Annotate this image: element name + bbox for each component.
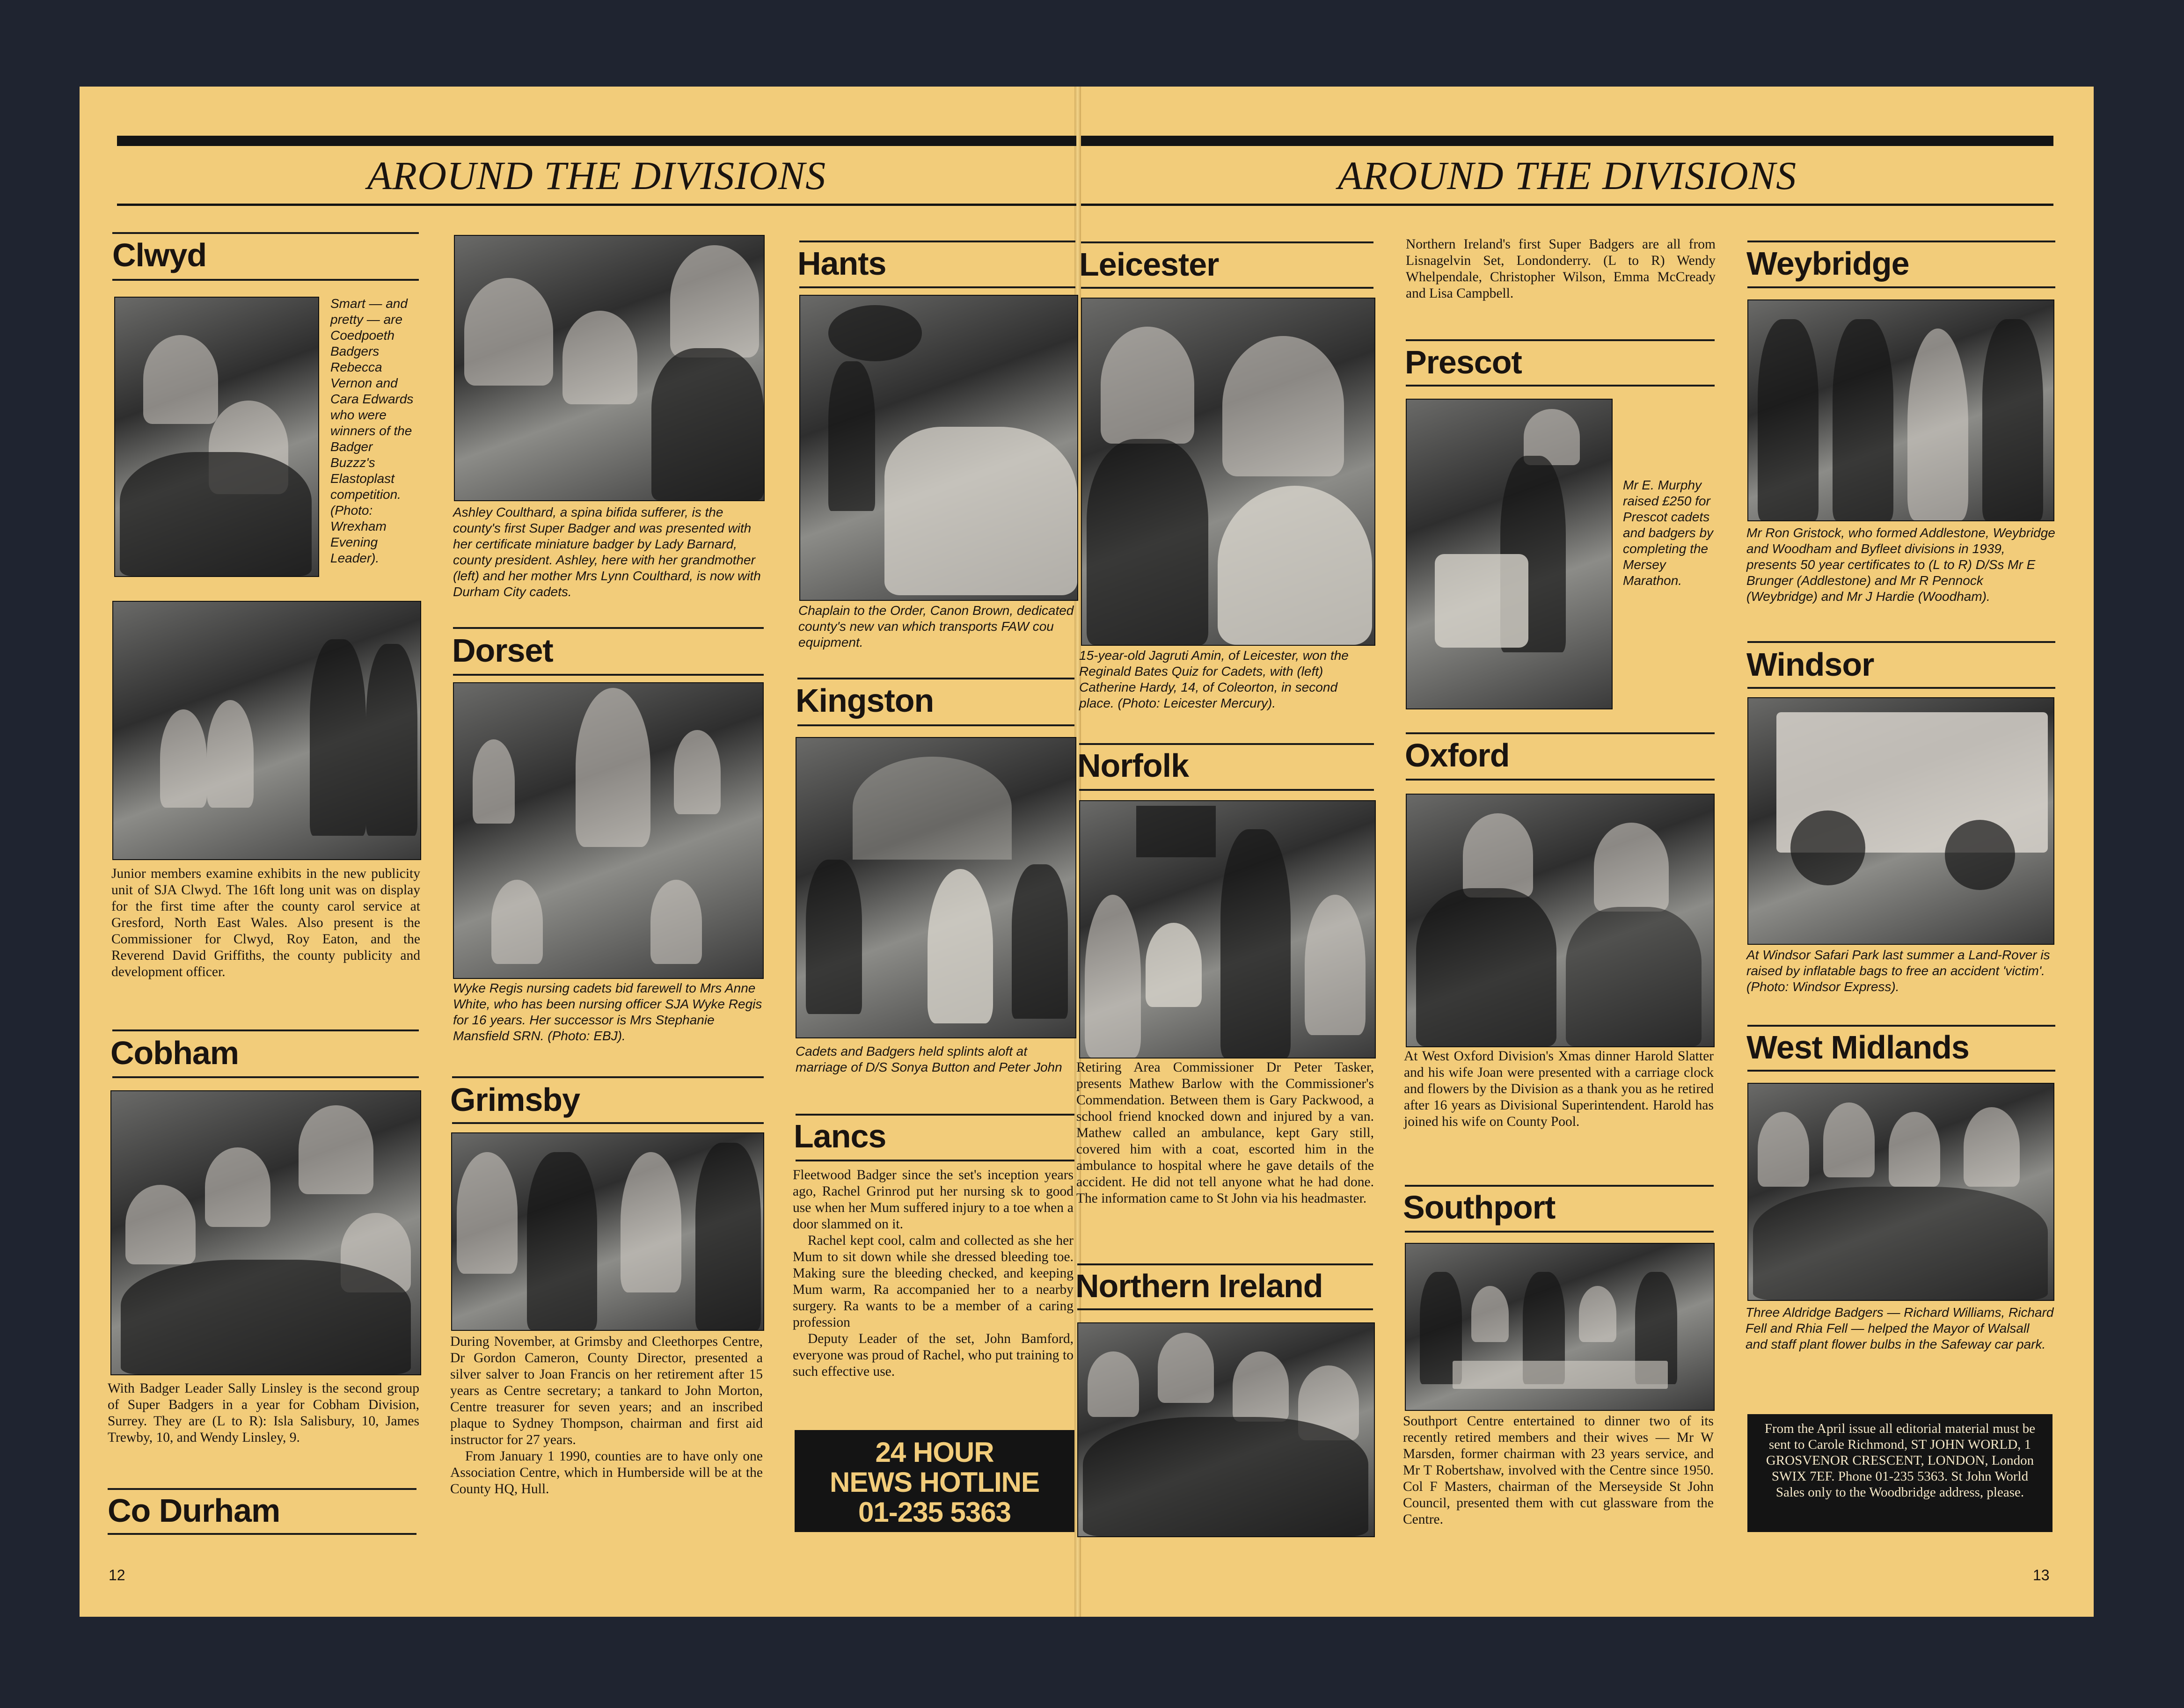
grimsby-paragraph-2: From January 1 1990, counties are to have only one Association Centre, which in Humberside will be at the County HQ, Hull. — [450, 1449, 763, 1496]
section-rule — [452, 1122, 764, 1124]
photo-cobham-super-badgers — [110, 1090, 421, 1375]
section-rule — [1079, 789, 1374, 791]
page-title: AROUND THE DIVISIONS — [1337, 153, 1797, 198]
section-rule — [1406, 779, 1715, 781]
photo-clwyd-publicity-unit — [112, 601, 421, 860]
section-rule — [796, 1114, 1074, 1116]
section-rule — [1747, 641, 2055, 643]
section-rule — [112, 1076, 419, 1078]
section-rule — [112, 279, 419, 281]
section-rule — [453, 627, 764, 629]
text-southport: Southport Centre entertained to dinner two of its recently retired members and their wives — Mr W Marsden, former chairman with 23 years service, and Mr T Robertshaw, involved with the Centre since 1950. Col F Masters, chairman of the Merseyside St John Council, presented them with cut glassware from the Centre. — [1403, 1414, 1714, 1527]
section-rule — [1079, 743, 1374, 745]
heading-lancs: Lancs — [794, 1118, 886, 1154]
heading-dorset: Dorset — [452, 632, 553, 669]
heading-windsor: Windsor — [1746, 646, 1874, 683]
page-number-right: 13 — [2033, 1567, 2050, 1584]
caption-hants: Chaplain to the Order, Canon Brown, dedicated county's new van which transports FAW cou equipment. — [798, 603, 1074, 650]
section-rule — [1077, 1263, 1373, 1265]
caption-prescot: Mr E. Murphy raised £250 for Prescot cadets and badgers by completing the Mersey Marathon. — [1623, 478, 1714, 588]
section-rule — [1747, 286, 2055, 288]
heading-norfolk: Norfolk — [1077, 747, 1189, 784]
section-rule — [799, 241, 1075, 242]
section-rule — [1081, 241, 1373, 243]
page-number-left: 12 — [109, 1567, 125, 1584]
banner-rule-bottom — [1081, 204, 2053, 206]
caption-clwyd-badgers: Smart — and pretty — are Coedpoeth Badgers Rebecca Vernon and Cara Edwards who were winners of the Badger Buzzz's Elastoplast competition. (Photo: Wrexham Evening Leader). — [330, 296, 414, 565]
banner-rule-bottom — [117, 204, 1076, 206]
photo-kingston-wedding — [796, 737, 1076, 1038]
photo-leicester-quiz-winners — [1081, 298, 1375, 646]
lancs-paragraph-1: Fleetwood Badger since the set's inception years ago, Rachel Grinrod put her nursing sk to good use when her Mum suffered injury to a toe when a door slammed on it. — [793, 1168, 1074, 1232]
grimsby-paragraph-1: During November, at Grimsby and Cleethorpes Centre, Dr Gordon Cameron, County Director, presented a silver salver to Joan Francis on her retirement after 15 years as Centre secretary; a tankard to John Morton, Centre treasurer for seven years; and an inscribed plaque to Sydney Thompson, chairman and first aid instructor for 27 years. — [450, 1334, 763, 1447]
section-rule — [1406, 385, 1715, 387]
caption-dorset: Wyke Regis nursing cadets bid farewell to Mrs Anne White, who has been nursing officer SJA Wyke Regis for 16 years. Her successor is Mrs Stephanie Mansfield SRN. (Photo: EBJ). — [453, 981, 762, 1043]
photo-northern-ireland-super-badgers — [1077, 1322, 1375, 1537]
photo-grimsby-presentation — [451, 1132, 764, 1331]
photo-co-durham-ashley — [454, 235, 765, 501]
section-rule — [112, 1029, 419, 1031]
heading-prescot: Prescot — [1405, 344, 1522, 380]
heading-co-durham: Co Durham — [108, 1492, 280, 1529]
section-rule — [797, 678, 1074, 679]
photo-oxford-dinner — [1406, 794, 1715, 1047]
hotline-line-2: NEWS HOTLINE — [830, 1467, 1039, 1498]
caption-west-midlands: Three Aldridge Badgers — Richard Williams, Richard Fell and Rhia Fell — helped the Mayor of Walsall and staff plant flower bulbs in the Safeway car park. — [1746, 1305, 2054, 1351]
photo-hants-van — [799, 295, 1078, 601]
text-norfolk: Retiring Area Commissioner Dr Peter Tasker, presents Mathew Barlow with the Commissioner's Commendation. Between them is Gary Packwood, a school friend knocked down and injured by a van. Mathew called an ambulance, kept Gary still, covered him with a coat, escorted him in the ambulance to hospital where he gave details of the accident. He did not tell anyone what he had done. The information came to St John via his headmaster. — [1076, 1060, 1374, 1206]
section-rule — [1081, 287, 1373, 289]
section-rule — [453, 674, 764, 676]
photo-southport-dinner — [1405, 1243, 1715, 1411]
heading-northern-ireland: Northern Ireland — [1075, 1268, 1323, 1304]
text-clwyd-publicity-unit: Junior members examine exhibits in the new publicity unit of SJA Clwyd. The 16ft long unit was on display for the first time after the county carol service at Gresford, North East Wales. Also present is the Commissioner for Clwyd, Roy Eaton, and the Reverend David Griffiths, the county publicity and development officer. — [111, 866, 420, 979]
heading-kingston: Kingston — [796, 682, 934, 719]
lancs-paragraph-3: Deputy Leader of the set, John Bamford, everyone was proud of Rachel, who put training to such effective use. — [793, 1331, 1074, 1379]
heading-cobham: Cobham — [110, 1035, 239, 1071]
heading-weybridge: Weybridge — [1746, 245, 1909, 282]
section-rule — [1405, 1231, 1714, 1233]
text-cobham: With Badger Leader Sally Linsley is the second group of Super Badgers in a year for Cobham Division, Surrey. They are (L to R): Isla Salisbury, 10, James Trewby, 10, and Wendy Linsley, 9. — [108, 1381, 419, 1445]
editorial-notice-box: From the April issue all editorial material must be sent to Carole Richmond, ST JOHN WORLD, 1 GROSVENOR CRESCENT, LONDON, London SWIX 7EF. Phone 01-235 5363. St John World Sales only to the Woodbridge address, please. — [1747, 1414, 2053, 1532]
photo-clwyd-badgers — [114, 297, 319, 577]
section-rule — [1406, 339, 1715, 341]
heading-grimsby: Grimsby — [450, 1081, 580, 1118]
section-rule — [108, 1488, 416, 1490]
hotline-line-1: 24 HOUR — [875, 1437, 994, 1468]
caption-windsor: At Windsor Safari Park last summer a Land-Rover is raised by inflatable bags to free an accident 'victim'. (Photo: Windsor Express). — [1746, 948, 2050, 994]
text-lancs — [793, 1167, 1074, 1380]
page-title: AROUND THE DIVISIONS — [367, 153, 826, 198]
section-rule — [796, 1160, 1074, 1161]
heading-southport: Southport — [1403, 1189, 1556, 1226]
heading-clwyd: Clwyd — [112, 237, 207, 273]
photo-prescot-marathon — [1406, 399, 1613, 709]
section-rule — [1747, 687, 2055, 689]
lancs-paragraph-2: Rachel kept cool, calm and collected as she her Mum to sit down while she dressed bleeding toe. Making sure the bleeding checked, and keeping Mum warm, Ra accompanied her to a nearby surgery. Ra wants to be a member of a caring profession — [793, 1233, 1074, 1330]
photo-norfolk-commendation — [1079, 800, 1376, 1058]
caption-co-durham: Ashley Coulthard, a spina bifida sufferer, is the county's first Super Badger and was presented with her certificate miniature badger by Lady Barnard, county president. Ashley, here with her grandmother (left) and her mother Mrs Lynn Coulthard, is now with Durham City cadets. — [453, 505, 761, 599]
section-rule — [1747, 1025, 2055, 1027]
heading-west-midlands: West Midlands — [1746, 1029, 1969, 1066]
text-oxford: At West Oxford Division's Xmas dinner Harold Slatter and his wife Joan were presented with a carriage clock and flowers by the Division as a thank you as he retired after 16 years as Divisional Superintendent. Harold has joined his wife on County Pool. — [1404, 1049, 1714, 1129]
section-rule — [1077, 1308, 1373, 1310]
caption-kingston: Cadets and Badgers held splints aloft at marriage of D/S Sonya Button and Peter John — [796, 1044, 1062, 1074]
section-rule — [799, 286, 1075, 288]
section-rule — [112, 232, 419, 234]
text-northern-ireland: Northern Ireland's first Super Badgers are all from Lisnagelvin Set, Londonderry. (L to R) Wendy Whelpendale, Christopher Wilson, Emma McCready and Lisa Campbell. — [1406, 237, 1716, 301]
banner-rule-top — [117, 136, 1076, 146]
caption-leicester: 15-year-old Jagruti Amin, of Leicester, won the Reginald Bates Quiz for Cadets, with (left) Catherine Hardy, 14, of Coleorton, in second place. (Photo: Leicester Mercury). — [1079, 648, 1349, 710]
section-rule — [108, 1533, 416, 1535]
news-hotline-box — [795, 1430, 1074, 1532]
section-rule — [1747, 1070, 2055, 1072]
caption-weybridge: Mr Ron Gristock, who formed Addlestone, Weybridge and Woodham and Byfleet divisions in 1939, presents 50 year certificates to (L to R) D/Ss Mr E Brunger (Addlestone) and Mr R Pennock (Weybridge) and Mr J Hardie (Woodham). — [1746, 526, 2055, 604]
section-rule — [1747, 241, 2055, 242]
photo-weybridge-certificates — [1747, 299, 2054, 521]
text-grimsby — [450, 1334, 763, 1497]
heading-leicester: Leicester — [1079, 246, 1219, 283]
hotline-phone: 01-235 5363 — [858, 1496, 1011, 1528]
section-rule — [452, 1076, 764, 1078]
banner-rule-top — [1081, 136, 2053, 146]
heading-oxford: Oxford — [1405, 737, 1510, 774]
section-rule — [1405, 1185, 1714, 1187]
section-rule — [797, 724, 1074, 726]
heading-hants: Hants — [797, 245, 886, 282]
photo-west-midlands-bulbs — [1747, 1083, 2054, 1301]
photo-windsor-land-rover — [1747, 697, 2054, 945]
section-rule — [1406, 732, 1715, 734]
photo-dorset-nursing-cadets — [453, 682, 764, 979]
